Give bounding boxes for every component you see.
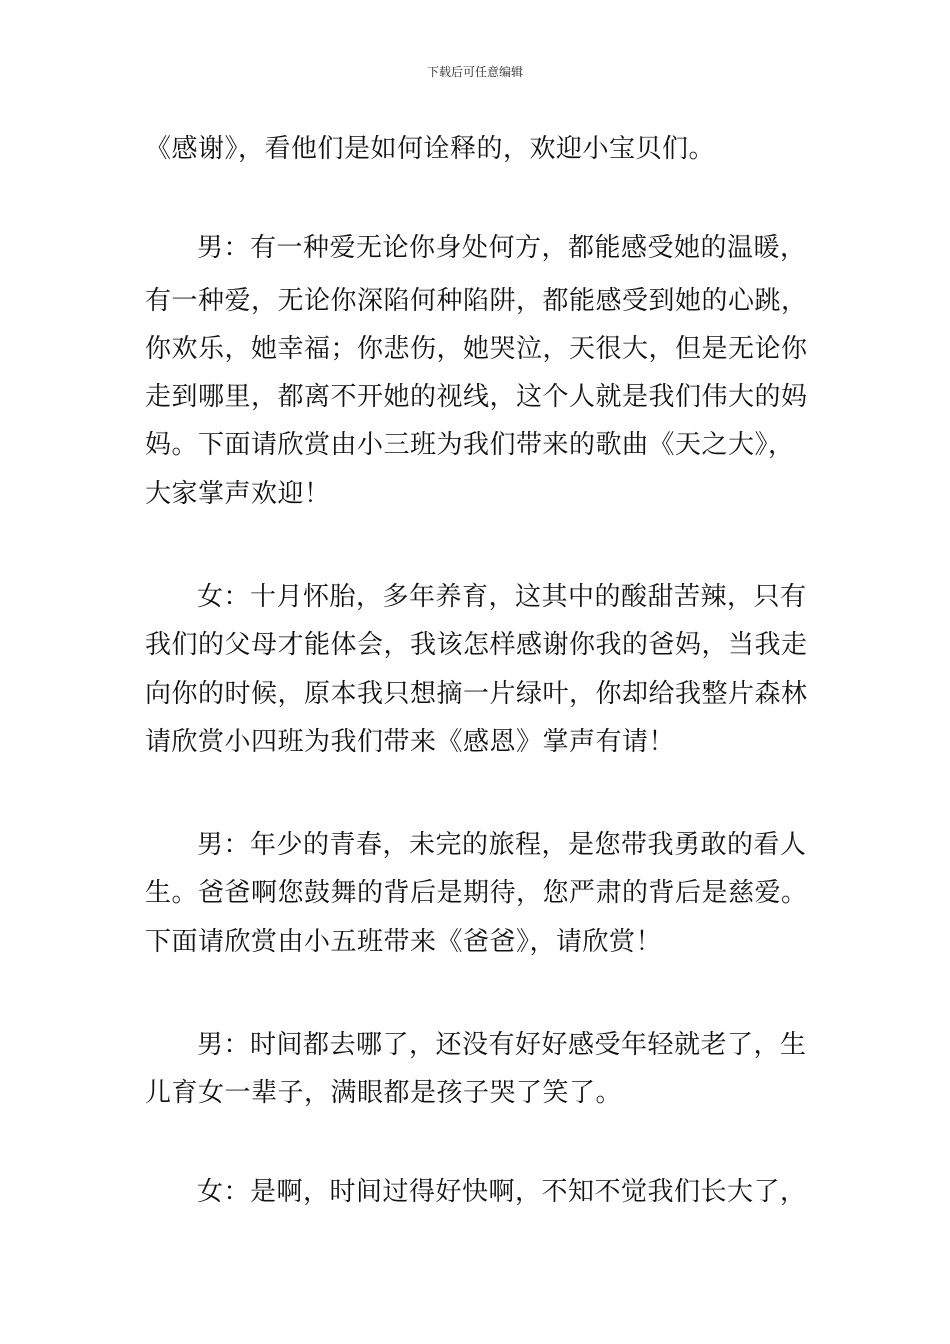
paragraph-line: 大家掌声欢迎！ <box>145 479 331 509</box>
paragraph-line: 向你的时候，原本我只想摘一片绿叶，你却给我整片森林 <box>145 679 808 709</box>
paragraph-line: 男：有一种爱无论你身处何方，都能感受她的温暖， <box>197 233 807 263</box>
paragraph-line: 男：年少的青春，未完的旅程，是您带我勇敢的看人 <box>197 830 807 860</box>
paragraph-line: 女：是啊，时间过得好快啊，不知不觉我们长大了， <box>197 1177 807 1207</box>
paragraph-line: 有一种爱，无论你深陷何种陷阱，都能感受到她的心跳， <box>145 286 808 316</box>
paragraph-line: 生。爸爸啊您鼓舞的背后是期待，您严肃的背后是慈爱。 <box>145 878 808 908</box>
page-header: 下载后可任意编辑 <box>426 65 523 79</box>
paragraph-line: 儿育女一辈子，满眼都是孩子哭了笑了。 <box>145 1078 623 1108</box>
paragraph-line: 下面请欣赏由小五班带来《爸爸》，请欣赏！ <box>145 927 663 957</box>
paragraph-line: 你欢乐，她幸福；你悲伤，她哭泣，天很大，但是无论你 <box>145 334 808 364</box>
paragraph-line: 妈。下面请欣赏由小三班为我们带来的歌曲《天之大》， <box>145 430 795 460</box>
paragraph-line: 《感谢》，看他们是如何诠释的，欢迎小宝贝们。 <box>145 134 716 164</box>
paragraph-line: 我们的父母才能体会，我该怎样感谢你我的爸妈，当我走 <box>145 630 808 660</box>
paragraph-line: 女：十月怀胎，多年养育，这其中的酸甜苦辣，只有 <box>197 582 807 612</box>
paragraph-line: 男：时间都去哪了，还没有好好感受年轻就老了，生 <box>197 1030 807 1060</box>
paragraph-line: 请欣赏小四班为我们带来《感恩》掌声有请！ <box>145 727 676 757</box>
paragraph-line: 走到哪里，都离不开她的视线，这个人就是我们伟大的妈 <box>145 382 808 412</box>
